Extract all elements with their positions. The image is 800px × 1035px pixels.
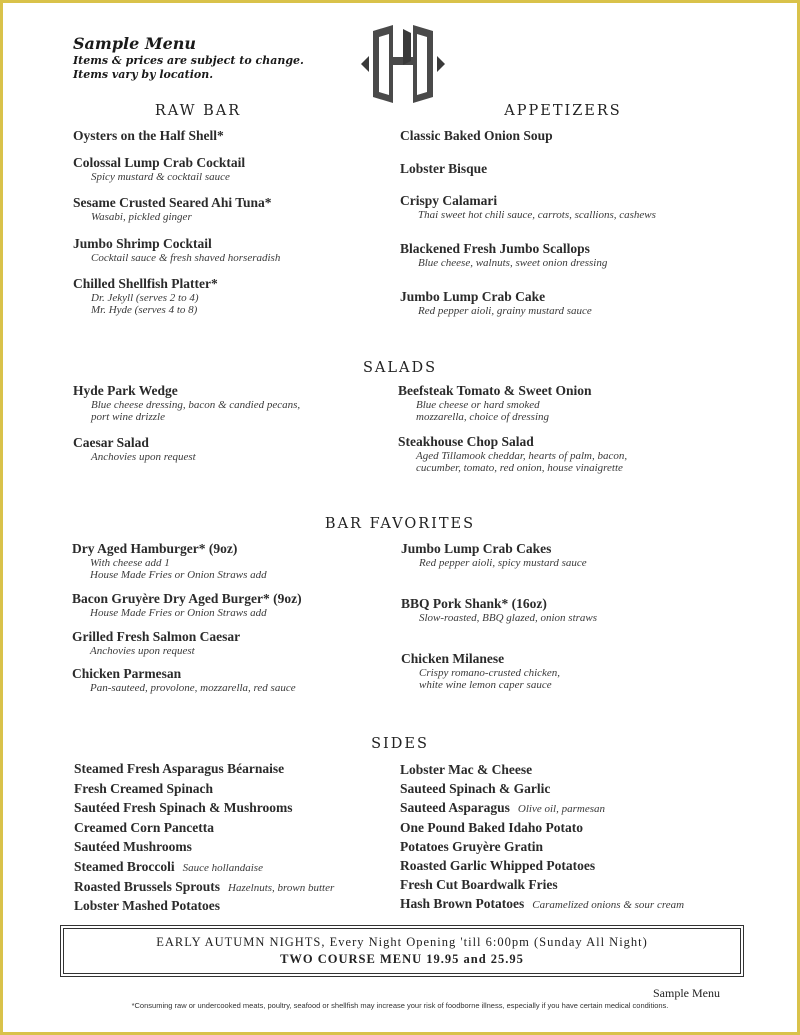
- side-item-note: Hazelnuts, brown butter: [228, 881, 335, 894]
- menu-item-description: Spicy mustard & cocktail sauce: [91, 171, 230, 183]
- section-heading-bar-favorites: BAR FAVORITES: [324, 516, 476, 532]
- menu-item-description: Dr. Jekyll (serves 2 to 4): [91, 292, 199, 304]
- menu-item: [398, 383, 592, 423]
- promo-box: [63, 928, 741, 974]
- menu-item-name: Steakhouse Chop Salad: [398, 434, 534, 449]
- menu-item: [400, 289, 592, 317]
- side-item-name: Roasted Brussels Sprouts: [74, 878, 221, 894]
- side-item: [400, 762, 532, 778]
- menu-item: [400, 128, 553, 144]
- menu-item-name: Jumbo Lump Crab Cake: [400, 289, 546, 304]
- side-item-name: Lobster Mashed Potatoes: [74, 898, 220, 914]
- menu-item: [401, 651, 560, 691]
- menu-item-description: mozzarella, choice of dressing: [416, 411, 550, 423]
- side-item: [400, 839, 543, 855]
- menu-item-description: Blue cheese dressing, bacon & candied pecans,: [91, 399, 301, 411]
- menu-item: [400, 193, 656, 221]
- menu-item-description: Slow-roasted, BBQ glazed, onion straws: [419, 612, 598, 624]
- section-heading-sides: SIDES: [371, 736, 429, 752]
- side-item-name: Steamed Broccoli: [74, 859, 175, 874]
- menu-item-name: Grilled Fresh Salmon Caesar: [72, 629, 241, 644]
- side-item-name: Sautéed Fresh Spinach & Mushrooms: [74, 800, 293, 816]
- side-item-name: Sautéed Mushrooms: [74, 839, 192, 855]
- side-item: [400, 781, 550, 797]
- menu-item-name: Jumbo Lump Crab Cakes: [401, 541, 552, 556]
- menu-item: [398, 434, 627, 474]
- side-item-note: Olive oil, parmesan: [517, 803, 605, 816]
- menu-item: [73, 236, 280, 264]
- menu-item: [73, 195, 272, 223]
- side-item: [74, 761, 284, 777]
- side-item: [74, 898, 220, 914]
- menu-item-description: House Made Fries or Onion Straws add: [90, 607, 267, 619]
- section-heading-salads: SALADS: [362, 360, 438, 376]
- side-item-name: Roasted Garlic Whipped Potatoes: [400, 858, 596, 873]
- menu-item-name: Sesame Crusted Seared Ahi Tuna*: [73, 195, 272, 210]
- menu-item-name: Hyde Park Wedge: [73, 383, 178, 398]
- side-item-name: Sauteed Spinach & Garlic: [400, 781, 551, 797]
- menu-item-description: Cocktail sauce & fresh shaved horseradish: [91, 252, 281, 264]
- menu-item-description: cucumber, tomato, red onion, house vinaigrette: [416, 462, 623, 474]
- side-item: [74, 781, 213, 797]
- promo-line-two-course: TWO COURSE MENU 19.95 and 25.95: [280, 952, 524, 966]
- side-item: [74, 839, 192, 855]
- side-item: [400, 877, 558, 893]
- side-item-name: Creamed Corn Pancetta: [74, 819, 214, 835]
- menu-item-name: Chilled Shellfish Platter*: [73, 276, 218, 291]
- menu-item-name: Beefsteak Tomato & Sweet Onion: [398, 383, 592, 398]
- side-item-note: Sauce hollandaise: [182, 862, 263, 874]
- menu-item-name: Crispy Calamari: [400, 193, 498, 208]
- menu-item-name: BBQ Pork Shank* (16oz): [401, 596, 547, 611]
- section-heading-raw-bar: RAW BAR: [154, 103, 242, 119]
- menu-item-description: Aged Tillamook cheddar, hearts of palm, bacon,: [416, 450, 628, 462]
- side-item-note: Caramelized onions & sour cream: [532, 899, 685, 912]
- menu-item-description: Red pepper aioli, spicy mustard sauce: [419, 557, 587, 569]
- menu-item-description: Anchovies upon request: [91, 451, 196, 463]
- menu-item-name: Colossal Lump Crab Cocktail: [73, 155, 246, 170]
- side-item: [74, 879, 334, 895]
- side-item: [400, 858, 595, 874]
- menu-item: [72, 591, 302, 619]
- menu-item-description: Pan-sauteed, provolone, mozzarella, red sauce: [90, 682, 296, 694]
- menu-item: [401, 596, 597, 624]
- menu-item-description: Crispy romano-crusted chicken,: [419, 667, 561, 679]
- footer-sample-label: Sample Menu: [653, 986, 720, 1000]
- menu-item-name: Dry Aged Hamburger* (9oz): [72, 541, 238, 556]
- side-item-name: Sauteed Asparagus: [400, 800, 510, 816]
- menu-item: [401, 541, 587, 569]
- menu-note-locations: Items vary by location.: [73, 68, 214, 81]
- menu-item-description: Anchovies upon request: [90, 645, 195, 657]
- side-item-name: Hash Brown Potatoes: [400, 896, 525, 912]
- side-item: [74, 859, 263, 875]
- menu-item-description: Blue cheese or hard smoked: [416, 399, 540, 411]
- promo-line-early-autumn: EARLY AUTUMN NIGHTS, Every Night Opening 'till 6:00pm (Sunday All Night): [156, 935, 648, 949]
- hp-monogram-logo: [359, 23, 447, 105]
- menu-item: [73, 435, 196, 463]
- menu-item-name: Classic Baked Onion Soup: [400, 128, 553, 143]
- menu-note-prices: Items & prices are subject to change.: [73, 54, 304, 67]
- menu-item-description: House Made Fries or Onion Straws add: [90, 569, 267, 581]
- menu-title: Sample Menu: [73, 34, 197, 53]
- menu-item: [73, 155, 245, 183]
- menu-item: [72, 629, 240, 657]
- side-item-name: Lobster Mac & Cheese: [400, 762, 533, 777]
- side-item: [74, 800, 293, 816]
- side-item: [400, 800, 605, 816]
- menu-item: [400, 161, 487, 177]
- menu-item-description: Wasabi, pickled ginger: [91, 211, 192, 223]
- section-heading-appetizers: APPETIZERS: [504, 103, 622, 119]
- menu-item-name: Chicken Milanese: [401, 651, 505, 666]
- menu-item-name: Chicken Parmesan: [72, 666, 182, 681]
- side-item-name: Steamed Fresh Asparagus Béarnaise: [74, 761, 285, 776]
- menu-item-name: Lobster Bisque: [400, 161, 488, 176]
- side-item-name: Fresh Creamed Spinach: [74, 780, 214, 796]
- menu-item-name: Bacon Gruyère Dry Aged Burger* (9oz): [72, 591, 302, 606]
- menu-item-description: Red pepper aioli, grainy mustard sauce: [418, 305, 592, 317]
- side-item-name: Fresh Cut Boardwalk Fries: [400, 877, 558, 893]
- menu-item-description: Mr. Hyde (serves 4 to 8): [91, 304, 198, 316]
- menu-item-description: port wine drizzle: [91, 411, 165, 423]
- menu-item-description: Blue cheese, walnuts, sweet onion dressing: [418, 257, 608, 269]
- side-item: [400, 820, 583, 836]
- menu-item: [400, 241, 607, 269]
- food-safety-disclaimer: *Consuming raw or undercooked meats, poultry, seafood or shellfish may increase your risk of foodborne illness, especially if you have certain medical conditions.: [131, 1001, 669, 1010]
- menu-item-name: Blackened Fresh Jumbo Scallops: [400, 241, 590, 256]
- menu-item-name: Jumbo Shrimp Cocktail: [73, 236, 212, 251]
- side-item: [74, 820, 214, 836]
- menu-item: [73, 383, 300, 423]
- menu-item-name: Oysters on the Half Shell*: [73, 128, 224, 143]
- menu-item: [73, 276, 218, 316]
- menu-item-description: With cheese add 1: [90, 557, 170, 569]
- menu-item-description: white wine lemon caper sauce: [419, 679, 552, 691]
- menu-item: [72, 541, 267, 581]
- menu-item: [73, 128, 224, 144]
- menu-item: [72, 666, 296, 694]
- side-item-name: Potatoes Gruyère Gratin: [400, 838, 543, 854]
- menu-item-description: Thai sweet hot chili sauce, carrots, scallions, cashews: [418, 209, 656, 221]
- side-item: [400, 896, 684, 912]
- side-item-name: One Pound Baked Idaho Potato: [400, 819, 584, 835]
- menu-item-name: Caesar Salad: [73, 435, 149, 450]
